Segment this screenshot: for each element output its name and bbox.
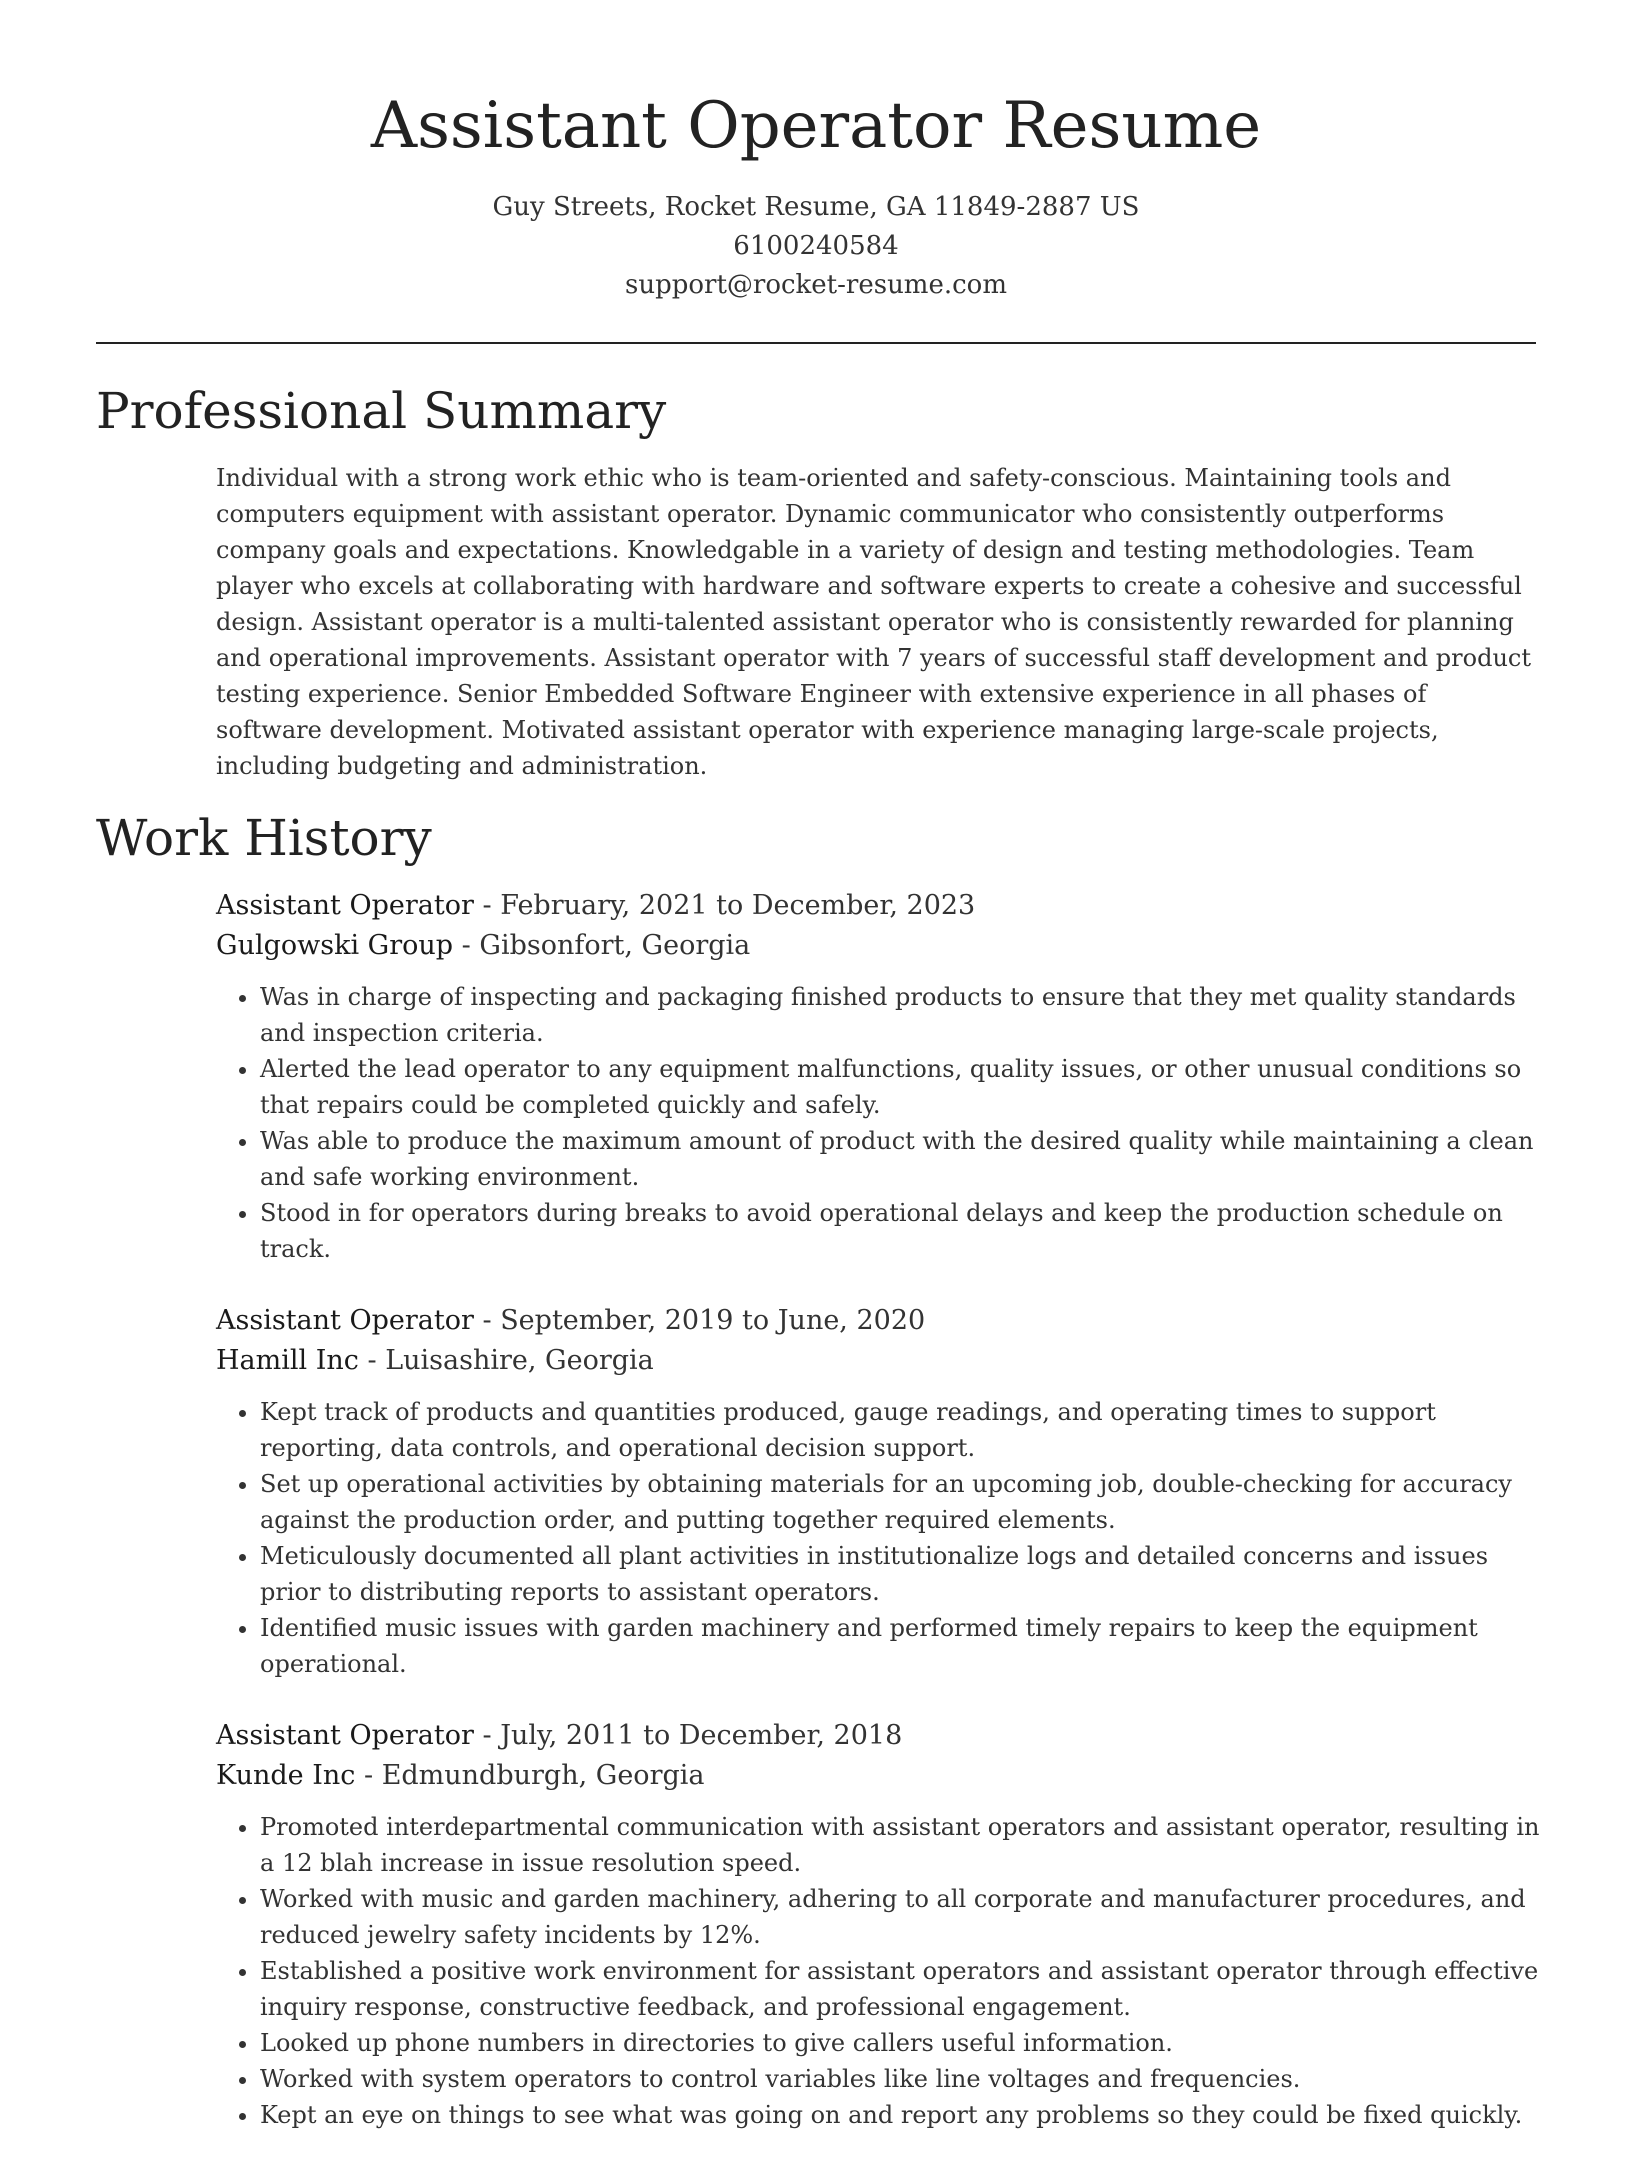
job-bullet: • Looked up phone numbers in directories to give callers useful information. — [260, 2025, 1546, 2061]
job-entry — [216, 886, 1546, 1267]
job-company-line: Kunde Inc - Edmundburgh, Georgia — [216, 1760, 705, 1791]
job-title-line: Assistant Operator - September, 2019 to June, 2020 — [216, 1305, 926, 1336]
job-entry — [216, 1716, 1546, 2133]
job-location: Edmundburgh, Georgia — [381, 1760, 705, 1791]
work-history-heading: Work History — [96, 809, 432, 867]
contact-address: Guy Streets, Rocket Resume, GA 11849-2887 US — [492, 192, 1140, 222]
work-history-list — [216, 886, 1546, 2167]
job-bullet: • Meticulously documented all plant activities in institutionalize logs and detailed concerns and issues prior to distributing reports to assistant operators. — [260, 1538, 1546, 1610]
job-company-line: Hamill Inc - Luisashire, Georgia — [216, 1345, 654, 1376]
header-divider — [96, 342, 1536, 344]
job-location: Luisashire, Georgia — [385, 1345, 654, 1376]
job-bullet: • Set up operational activities by obtaining materials for an upcoming job, double-checking for accuracy against the production order, and putting together required elements. — [260, 1466, 1546, 1538]
contact-block — [0, 188, 1632, 305]
summary-text: Individual with a strong work ethic who is team-oriented and safety-conscious. Maintaining tools and computers equipment with assistant operator. Dynamic communicator who consistently outperforms company goals and expectations. Knowledgable in a variety of design and testing methodologies. Team player who excels at collaborating with hardware and software experts to create a cohesive and successful design. Assistant operator is a multi-talented assistant operator who is consistently rewarded for planning and operational improvements. Assistant operator with 7 years of successful staff development and product testing experience. Senior Embedded Software Engineer with extensive experience in all phases of software development. Motivated assistant operator with experience managing large-scale projects, including budgeting and administration. — [216, 464, 1531, 780]
job-dates: September, 2019 to June, 2020 — [500, 1305, 926, 1336]
resume-header — [0, 0, 1632, 305]
job-company: Kunde Inc — [216, 1760, 356, 1791]
job-bullet: • Worked with music and garden machinery, adhering to all corporate and manufacturer procedures, and reduced jewelry safety incidents by 12%. — [260, 1881, 1546, 1953]
job-company: Hamill Inc — [216, 1345, 359, 1376]
job-bullet: • Kept an eye on things to see what was going on and report any problems so they could be fixed quickly. — [260, 2097, 1546, 2133]
job-dates: February, 2021 to December, 2023 — [500, 890, 976, 921]
job-title: Assistant Operator — [216, 1305, 474, 1336]
job-company: Gulgowski Group — [216, 930, 454, 961]
job-bullet: • Worked with system operators to control variables like line voltages and frequencies. — [260, 2061, 1546, 2097]
job-bullet: • Was in charge of inspecting and packaging finished products to ensure that they met quality standards and inspection criteria. — [260, 979, 1546, 1051]
job-title: Assistant Operator — [216, 1720, 474, 1751]
job-bullet: • Promoted interdepartmental communication with assistant operators and assistant operator, resulting in a 12 blah increase in issue resolution speed. — [260, 1809, 1546, 1881]
contact-phone: 6100240584 — [733, 231, 899, 261]
job-location: Gibsonfort, Georgia — [479, 930, 751, 961]
job-dates: July, 2011 to December, 2018 — [500, 1720, 903, 1751]
job-bullet: • Kept track of products and quantities produced, gauge readings, and operating times to support reporting, data controls, and operational decision support. — [260, 1394, 1546, 1466]
job-bullet: • Was able to produce the maximum amount of product with the desired quality while maintaining a clean and safe working environment. — [260, 1123, 1546, 1195]
job-entry — [216, 1301, 1546, 1682]
job-bullet: • Stood in for operators during breaks to avoid operational delays and keep the production schedule on track. — [260, 1195, 1546, 1267]
job-title-line: Assistant Operator - February, 2021 to December, 2023 — [216, 890, 976, 921]
page-title: Assistant Operator Resume — [370, 89, 1262, 163]
job-bullet: • Identified music issues with garden machinery and performed timely repairs to keep the equipment operational. — [260, 1610, 1546, 1682]
job-bullets — [216, 979, 1546, 1267]
job-bullet: • Alerted the lead operator to any equipment malfunctions, quality issues, or other unusual conditions so that repairs could be completed quickly and safely. — [260, 1051, 1546, 1123]
job-title: Assistant Operator — [216, 890, 474, 921]
job-title-line: Assistant Operator - July, 2011 to December, 2018 — [216, 1720, 903, 1751]
job-company-line: Gulgowski Group - Gibsonfort, Georgia — [216, 930, 751, 961]
job-bullets — [216, 1394, 1546, 1682]
contact-email: support@rocket-resume.com — [624, 270, 1007, 300]
summary-heading: Professional Summary — [96, 382, 667, 440]
job-bullet: • Established a positive work environment for assistant operators and assistant operator through effective inquiry response, constructive feedback, and professional engagement. — [260, 1953, 1546, 2025]
job-bullets — [216, 1809, 1546, 2133]
